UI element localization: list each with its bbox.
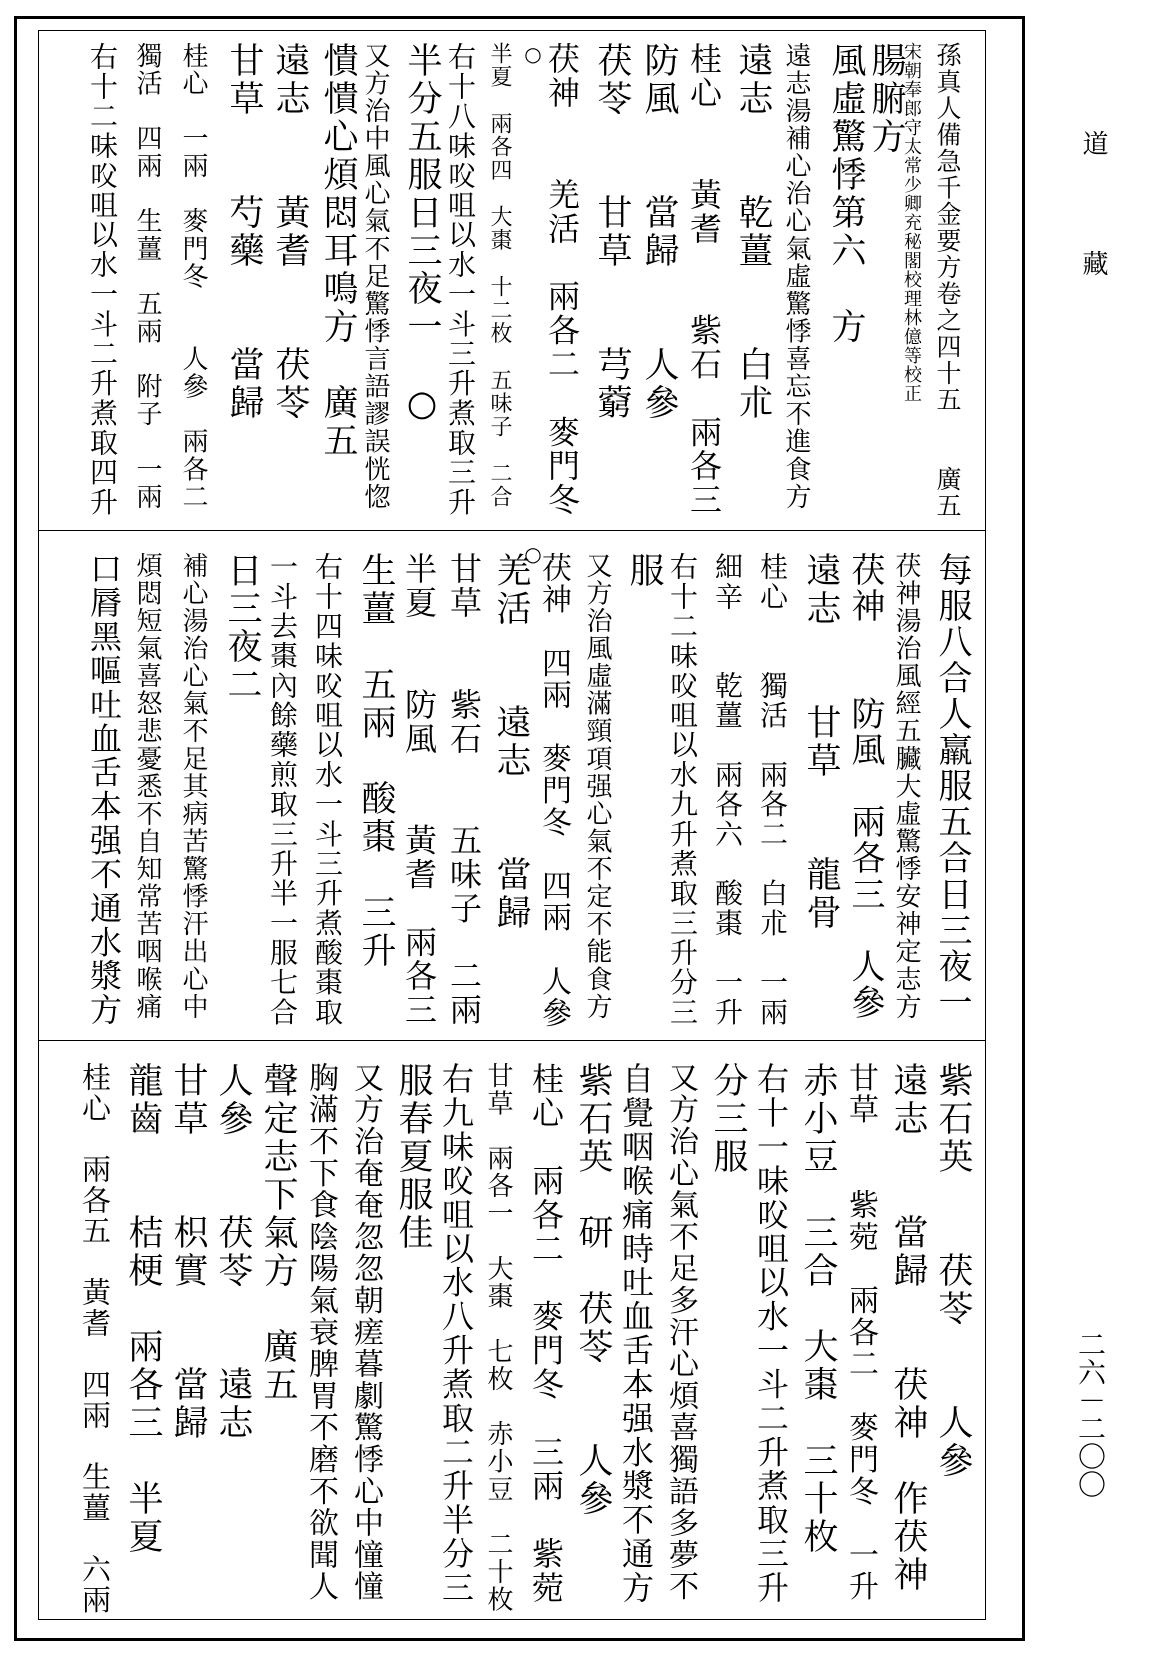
p2-col-19: 補心湯治心氣不足其病苦驚悸汗出心中 bbox=[178, 552, 208, 1021]
p1-col-2: 宋朝奉郎守太常少卿充秘閣校理林億等校正 bbox=[901, 42, 922, 403]
p1-col-17: 遠志 黃耆 茯苓 bbox=[270, 42, 310, 422]
p1-col-6: 遠志 乾薑 白朮 bbox=[733, 42, 773, 422]
p2-col-14: 半夏 防風 黃耆 兩各三 bbox=[400, 552, 438, 1027]
p1-col-16: 憒憒心煩悶耳鳴方 廣五 bbox=[318, 42, 358, 460]
p3-col-7: 又方治心氣不足多汗心煩喜獨語多夢不 bbox=[663, 1062, 698, 1603]
p3-col-12: 右九味㕮咀以水八升煮取二升半分三 bbox=[437, 1062, 475, 1605]
p1-col-19: 桂心 一兩 麥門冬 人參 兩各二 bbox=[178, 42, 208, 511]
margin-top-char: 道 bbox=[1078, 130, 1108, 156]
p1-col-9: 茯苓 甘草 芎藭 bbox=[592, 42, 632, 422]
p1-col-21: 右十二味㕮咀以水一斗二升煮取四升 bbox=[86, 42, 119, 517]
panel-2 bbox=[38, 540, 986, 1040]
p3-col-11: 甘草 兩各一 大棗 七枚 赤小豆 二十枚 bbox=[483, 1062, 513, 1614]
panel-divider-2 bbox=[38, 1040, 986, 1041]
p1-col-1: 孫真人備急千金要方卷之四十五 廣五 bbox=[933, 42, 962, 519]
p3-col-3: 甘草 紫菀 兩各二 麥門冬 一升 bbox=[843, 1062, 878, 1603]
page-number: 二六－二〇〇 bbox=[1074, 1330, 1107, 1498]
p1-col-13: 右十八味㕮咀以水一斗三升煮取三升 bbox=[444, 42, 477, 517]
p1-col-18: 甘草 芍藥 當歸 bbox=[224, 42, 264, 422]
margin-mid-char: 藏 bbox=[1078, 250, 1108, 276]
p3-col-19: 龍齒 桔梗 兩各三 半夏 bbox=[123, 1062, 163, 1556]
p2-col-15: 生薑 五兩 酸棗 三升 bbox=[356, 552, 396, 970]
p2-col-10: 茯神 四兩 麥門冬 四兩 人參 bbox=[536, 552, 571, 1029]
p3-col-9: 紫石英 研 茯苓 人參 bbox=[573, 1062, 613, 1518]
p2-col-5: 桂心 獨活 兩各二 白朮 一兩 bbox=[756, 552, 789, 1027]
p1-col-12: 半夏 兩各四 大棗 十二枚 五味子 二合 bbox=[487, 42, 512, 509]
p3-col-15: 胸滿不下食陰陽氣衰脾胃不磨不欲聞人 bbox=[303, 1062, 338, 1603]
panel-3 bbox=[38, 1050, 986, 1620]
p3-col-4: 赤小豆 三合 大棗 三十枚 bbox=[798, 1062, 838, 1556]
p3-col-2: 遠志 當歸 茯神 作茯神 bbox=[888, 1062, 928, 1594]
p3-col-16: 聲定志下氣方 廣五 bbox=[258, 1062, 298, 1404]
p1-col-10: 茯神 羌活 兩各二 麥門冬 bbox=[543, 42, 581, 517]
p2-col-13: 甘草 紫石 五味子 二兩 bbox=[445, 552, 483, 1027]
p2-col-6: 細辛 乾薑 兩各六 酸棗 一升 bbox=[711, 552, 744, 1027]
p3-col-18: 甘草 枳實 當歸 bbox=[168, 1062, 208, 1442]
p1-col-20: 獨活 四兩 生薑 五兩 附子 一兩 bbox=[132, 42, 162, 511]
p3-col-8: 自覺咽喉痛時吐血舌本强水漿不通方 bbox=[617, 1062, 655, 1605]
p2-col-4: 遠志 甘草 龍骨 bbox=[801, 552, 841, 932]
p3-col-17: 人參 茯苓 遠志 bbox=[213, 1062, 253, 1442]
p2-col-17: 一斗去棗內餘藥煎取三升半一服七合 bbox=[266, 552, 299, 1027]
p3-col-13: 服春夏服佳 bbox=[393, 1062, 433, 1252]
p3-col-1: 紫石英 茯苓 人參 bbox=[933, 1062, 973, 1480]
p1-col-5: 遠志湯補心治心氣虛驚悸喜忘不進食方 bbox=[781, 42, 811, 511]
p2-col-3: 茯神 防風 兩各三 人參 bbox=[845, 552, 885, 1021]
p1-col-4: 風虛驚悸第六 方 bbox=[826, 42, 866, 346]
p3-col-20: 桂心 兩各五 黃耆 四兩 生薑 六兩 bbox=[78, 1062, 112, 1616]
panel-1 bbox=[38, 30, 986, 530]
p2-col-16: 右十四味㕮咀以水一斗三升煮酸棗取 bbox=[311, 552, 344, 1027]
p1-col-7: 桂心 黃耆 紫石 兩各三 bbox=[685, 42, 723, 517]
p1-col-3: 腸腑方 bbox=[866, 42, 906, 156]
p3-col-14: 又方治奄奄忽忽朝瘥暮劇驚悸心中憧憧 bbox=[348, 1062, 383, 1603]
p2-col-11: 羌活 遠志 當歸 bbox=[491, 552, 531, 932]
p2-col-20: 煩悶短氣喜怒悲憂悉不自知常苦咽喉痛 bbox=[132, 552, 162, 1021]
p3-col-6: 分三服 bbox=[708, 1062, 748, 1176]
p1-col-11: ○ bbox=[521, 42, 545, 69]
p2-col-8: 服 bbox=[624, 552, 664, 590]
p1-col-14: 半分五服日三夜一 ○ bbox=[402, 42, 442, 427]
p2-col-7: 右十二味㕮咀以水九升煮取三升分三 bbox=[666, 552, 699, 1027]
p1-col-8: 防風 當歸 人參 bbox=[639, 42, 679, 422]
p2-col-1: 每服八合人羸服五合日三夜一 bbox=[932, 552, 972, 1021]
p3-col-10: 桂心 兩各二 麥門冬 三兩 紫菀 bbox=[527, 1062, 565, 1605]
p3-col-5: 右十一味㕮咀以水一斗二升煮取三升 bbox=[752, 1062, 790, 1605]
p1-col-15: 又方治中風心氣不足驚悸言語謬誤恍惚 bbox=[360, 42, 390, 511]
p2-col-9: 又方治風虛滿頸項强心氣不定不能食方 bbox=[582, 552, 612, 1021]
panel-divider-1 bbox=[38, 530, 986, 531]
p2-col-18: 日三夜二 bbox=[222, 552, 262, 704]
p2-col-12: ○ bbox=[521, 542, 545, 569]
p2-col-21: 口脣黑嘔吐血舌本强不通水漿方 bbox=[85, 552, 123, 1027]
p2-col-2: 茯神湯治風經五臟大虛驚悸安神定志方 bbox=[891, 552, 921, 1021]
